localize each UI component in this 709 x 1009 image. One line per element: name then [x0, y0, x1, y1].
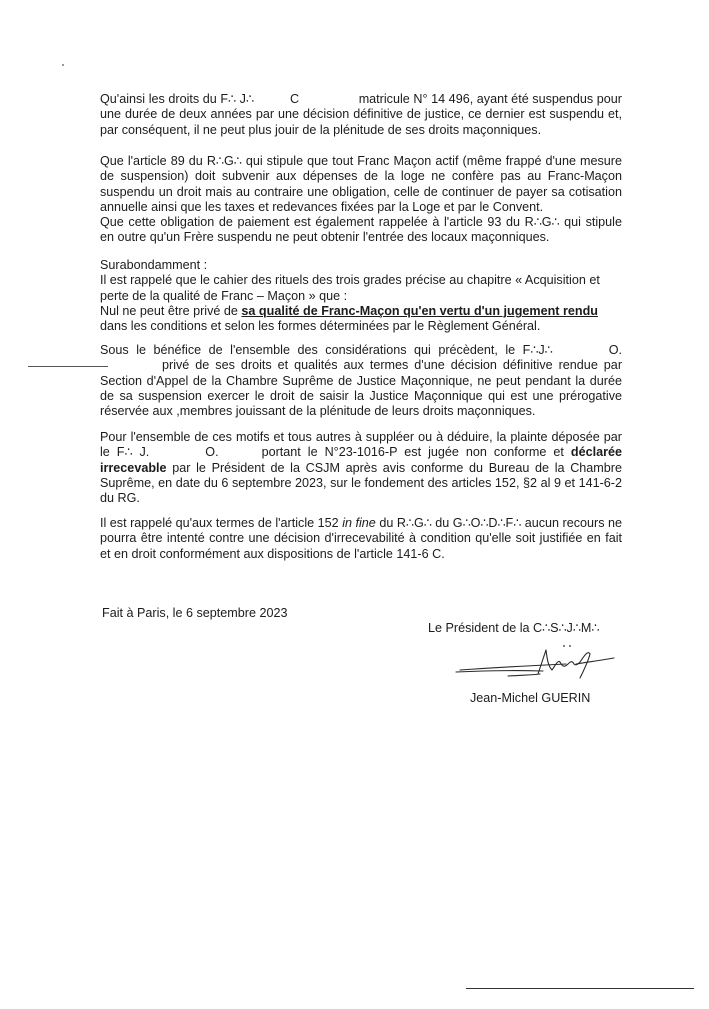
- signatory-name: Jean-Michel GUERIN: [470, 691, 591, 705]
- paragraph-article-89: Que l'article 89 du R∴G∴ qui stipule que tout Franc Maçon actif (même frappé d'une mesure de suspension) doit subvenir aux dépenses de la loge ne confère pas au Franc-Maçon suspendu un droit mais au contraire une obligation, celle de continuer de payer sa cotisation annuelle ainsi que les taxes et redevances fixées par la Loge et par le Convent. Que cette obligation de paiement est également rappelée à l'article 93 du R∴G∴ qui stipule en outre qu'un Frère suspendu ne peut obtenir l'entrée des locaux maçonniques.: [100, 154, 622, 245]
- paragraph-surabondamment: Surabondamment : Il est rappelé que le cahier des rituels des trois grades précise au chapitre « Acquisition et perte de la qualité de Franc – Maçon » que : Nul ne peut être privé de sa qualité de Franc-Maçon qu'en vertu d'un jugement rendu dans les conditions et selon les formes déterminées par le Règlement Général.: [100, 258, 600, 334]
- signature: [448, 640, 628, 684]
- scan-speck: [62, 64, 64, 66]
- paragraph-considerations: Sous le bénéfice de l'ensemble des considérations qui précèdent, le F∴J∴ O. privé de ses droits et qualités aux termes d'une décision définitive rendue par Section d'Appel de la Chambre Suprême de Justice Maçonnique, ne peut pendant la durée de sa suspension exercer le droit de saisir la Justice Maçonnique qui est une prérogative réservée aux ,membres jouissant de la plénitude de leurs droits maçonniques.: [100, 343, 623, 419]
- paragraph-article-152: Il est rappelé qu'aux termes de l'article 152 in fine du R∴G∴ du G∴O∴D∴F∴ aucun recours ne pourra être intenté contre une décision d'irrecevabilité à condition qu'elle soit justifiée en fait et en droit conformément aux dispositions de l'article 141-6 C.: [100, 516, 623, 561]
- place-and-date: Fait à Paris, le 6 septembre 2023: [102, 606, 288, 620]
- paragraph-plainte: Pour l'ensemble de ces motifs et tous autres à suppléer ou à déduire, la plainte déposée par le F∴ J. O. portant le N°23-1016-P est jugée non conforme et déclarée irrecevable par le Président de la CSJM après avis conforme du Bureau de la Chambre Suprême, en date du 6 septembre 2023, sur le fondement des articles 152, §2 al 9 et 141-6-2 du RG.: [100, 430, 623, 506]
- emphasis-jugement: sa qualité de Franc-Maçon qu'en vertu d'un jugement rendu: [241, 303, 598, 318]
- scan-mark: [466, 988, 694, 989]
- emphasis-in-fine: in fine: [342, 516, 376, 530]
- president-title: Le Président de la C∴S∴J∴M∴: [428, 621, 600, 635]
- scan-mark: [28, 366, 108, 367]
- paragraph-suspension: Qu'ainsi les droits du F∴ J∴ C matricule N° 14 496, ayant été suspendus pour une durée de deux années par une décision définitive de justice, ce dernier est suspendu et, par conséquent, il ne peut plus jouir de la plénitude de ses droits maçonniques.: [100, 92, 622, 137]
- emphasis-irrecevable: déclarée irrecevable: [100, 445, 623, 475]
